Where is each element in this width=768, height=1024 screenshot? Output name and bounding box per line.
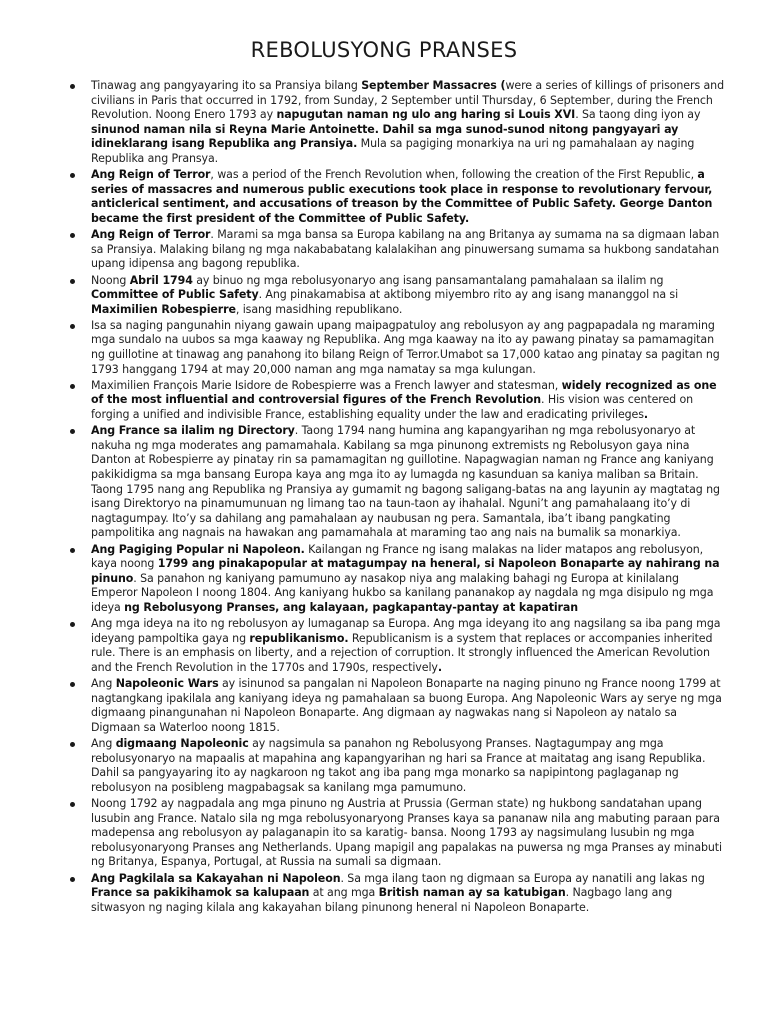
bold-text: sinunod naman nila si Reyna Marie Antoinette. Dahil sa mga sunod-sunod nitong pangyayari ay idineklarang isang Republika ang Pransiya. xyxy=(91,122,679,151)
bold-text: digmaang Napoleonic xyxy=(115,737,249,751)
bullet-item xyxy=(70,797,724,870)
bullet-item xyxy=(70,79,724,166)
bold-text: Napoleonic Wars xyxy=(115,677,219,691)
bold-text: Ang Pagiging Popular ni Napoleon. xyxy=(91,542,305,556)
text-run: Isa sa naging pangunahin niyang gawain upang maipagpatuloy ang rebolusyon ay ang pagpapadala ng maraming mga sundalo na uubos sa mga kaaway ng Republika. Ang mga kaaway na ito ay pawang pinatay sa pamamagitan ng guillotine at tinawag ang panahong ito bilang Reign of Terror.Umabot sa 17,000 katao ang pinatay sa pagitan ng 1793 hanggang 1794 at may 20,000 naman ang mga namatay sa mga kulungan. xyxy=(91,318,720,376)
text-run: . Marami sa mga bansa sa Europa kabilang na ang Britanya ay sumama na sa digmaan laban sa Pransiya. Malaking bilang ng mga nakababatang kalalakihan ang pinuwersang sumama sa hukbong sandatahan upang idipensa ang bagong republika. xyxy=(91,228,720,271)
text-run: . His vision was centered on forging a unified and indivisible France, establishing equality under the law and eradicating privileges xyxy=(91,393,694,422)
bold-text: Maximilien Robespierre xyxy=(91,302,236,316)
text-run: . Sa taong ding iyon ay xyxy=(575,108,701,122)
text-run: Kailangan ng France ng isang malakas na lider matapos ang rebolusyon, kaya noong xyxy=(91,542,704,571)
bold-text: Ang Reign of Terror xyxy=(91,228,211,242)
text-run: at ang mga xyxy=(309,886,379,900)
bold-text: . xyxy=(437,660,442,674)
text-run: Noong 1792 ay nagpadala ang mga pinuno ng Austria at Prussia (German state) ng hukbong sandatahan upang lusubin ang France. Natalo sila ng mga rebolusyonaryong Pranses kaya sa pananaw nila ang mabuting paraan para madepensa ang rebolusyon ay palaganapin ito sa karatig- bansa. Noong 1793 ay nagsimulang lusubin ng mga rebolusyonaryong Pranses ang Netherlands. Upang mapigil ang papalakas na puwersa ng mga Pranses ay minabuti ng Britanya, Espanya, Portugal, at Russia na sumali sa digmaan. xyxy=(91,797,722,869)
text-run: Maximilien François Marie Isidore de Robespierre was a French lawyer and statesman, xyxy=(91,378,562,392)
bold-text: 1799 ang pinakapopular at matagumpay na heneral, si Napoleon Bonaparte ay nahirang na pinuno xyxy=(91,557,720,585)
bold-text: September Massacres ( xyxy=(361,79,506,92)
text-run: . Taong 1794 nang humina ang kapangyarihan ng mga rebolusyonaryo at nakuha ng mga moderates ang pamamahala. Kabilang sa mga pinunong extremists ng Rebolusyon gaya nina Danton at Robespierre ay pinatay rin sa pamamagitan ng guillotine. Napagwagian naman ng France ang kaniyang pakikidigma sa mga bansang Europa kaya ang mga ito ay lumagda ng kasunduan sa kaniya maliban sa Britain. Taong 1795 nang ang Republika ng Pransiya ay gumamit ng bagong saligang-batas na ang layunin ay magtatag ng isang Direktoryo na pinamumunuan ng limang tao na taun-taon ay ihahalal. Nguni’t ang pamahalaang ito’y di nagtagumpay. Ito’y sa dahilang ang pamahalaan ay naubusan ng pera. Samantala, iba’t ibang pangkating pampolitika ang nagnais na hawakan ang pamamahala at maraming tao ang nais na bumalik sa monarkiya. xyxy=(91,424,720,540)
text-run: Ang mga ideya na ito ng rebolusyon ay lumaganap sa Europa. Ang mga ideyang ito ang nagsilang sa iba pang mga ideyang pampoltika gaya ng xyxy=(91,617,721,645)
bold-text: France sa pakikihamok sa kalupaan xyxy=(91,886,310,900)
bullet-item xyxy=(70,274,724,318)
bold-text: British naman ay sa katubigan xyxy=(378,886,566,900)
bold-text: republikanismo. xyxy=(249,631,349,645)
bullet-item xyxy=(70,168,724,226)
bold-text: Committee of Public Safety xyxy=(91,288,259,302)
text-run: , isang masidhing republikano. xyxy=(235,302,403,316)
bullet-item xyxy=(70,872,724,916)
page-title: REBOLUSYONG PRANSES xyxy=(250,38,518,62)
bullet-item xyxy=(70,228,724,272)
bold-text: Ang Pagkilala sa Kakayahan ni Napoleon xyxy=(91,871,341,885)
bold-text: . xyxy=(643,408,649,422)
bold-text: Abril 1794 xyxy=(129,273,193,287)
text-run: Noong xyxy=(91,273,130,287)
text-run: ay nagsimula sa panahon ng Rebolusyong Pranses. Nagtagumpay ang mga rebolusyonaryo na mapaalis at mapahina ang kapangyarihan ng hari sa France at maitatag ang isang Republika. Dahil sa pangyayaring ito ay nagkaroon ng takot ang iba pang mga monarko sa napipintong paglaganap ng rebolusyon na posibleng magpabagsak sa kanilang mga pamumuno. xyxy=(91,737,706,794)
bold-text: Ang Reign of Terror xyxy=(91,168,211,182)
text-run: Mula sa pagiging monarkiya na uri ng pamahalaan ay naging Republika ang Pransya. xyxy=(91,137,695,165)
bold-text: napugutan naman ng ulo ang haring si Louis XVI xyxy=(276,108,576,122)
text-run: , was a period of the French Revolution when, following the creation of the First Republic, xyxy=(210,168,698,182)
text-run: ay binuo ng mga rebolusyonaryo ang isang pansamantalang pamahalaan sa ilalim ng xyxy=(192,273,664,287)
text-run: . Ang pinakamabisa at aktibong miyembro rito ay ang isang mananggol na si xyxy=(258,288,679,302)
bullet-item xyxy=(70,379,724,423)
text-run: Ang xyxy=(91,737,116,751)
bullet-item xyxy=(70,319,724,377)
bullet-item xyxy=(70,617,724,675)
text-run: Republicanism is a system that replaces or accompanies inherited rule. There is an emphasis on liberty, and a rejection of corruption. It strongly influenced the American Revolution and the French Revolution in the 1770s and 1790s, respectively xyxy=(91,631,713,674)
text-run: Tinawag ang pangyayaring ito sa Pransiya bilang xyxy=(91,79,362,92)
bullet-item xyxy=(70,543,724,616)
bullet-item xyxy=(70,737,724,795)
text-run: Ang xyxy=(91,677,116,691)
bold-text: a series of massacres and numerous public executions took place in response to revolutionary fervour, anticlerical sentiment, and accusations of treason by the Committee of Public Safety. George Danton became the first president of the Committee of Public Safety. xyxy=(91,168,713,225)
text-run: . Sa mga ilang taon ng digmaan sa Europa ay nanatili ang lakas ng xyxy=(340,871,705,885)
bold-text: ng Rebolusyong Pranses, ang kalayaan, pagkapantay-pantay at kapatiran xyxy=(124,600,579,614)
bold-text: widely recognized as one of the most influential and controversial figures of the French Revolution xyxy=(91,378,717,407)
text-run: . Sa panahon ng kaniyang pamumuno ay nasakop niya ang malaking bahagi ng Europa at kinilalang Emperor Napoleon I noong 1804. Ang kaniyang hukbo sa kanilang pananakop ay nagdala ng mga disipulo ng mga ideya xyxy=(91,571,714,614)
bullet-list xyxy=(70,79,724,917)
text-run: were a series of killings of prisoners and civilians in Paris that occurred in 1792, from Sunday, 2 September until Thursday, 6 September, during the French Revolution. Noong Enero 1793 ay xyxy=(91,79,724,122)
bold-text: Ang France sa ilalim ng Directory xyxy=(91,424,295,438)
bullet-item xyxy=(70,424,724,540)
text-run: . Nagbago lang ang sitwasyon ng naging kilala ang kakayahan bilang pinunong heneral ni Napoleon Bonaparte. xyxy=(91,886,673,914)
text-run: ay isinunod sa pangalan ni Napoleon Bonaparte na naging pinuno ng France noong 1799 at nagtangkang ipakilala ang kaniyang ideya ng pamahalaan sa buong Europa. Ang Napoleonic Wars ay serye ng mga digmaang pinangunahan ni Napoleon Bonaparte. Ang digmaan ay nagwakas nang si Napoleon ay natalo sa Digmaan sa Waterloo noong 1815. xyxy=(91,677,722,734)
bullet-item xyxy=(70,677,724,735)
